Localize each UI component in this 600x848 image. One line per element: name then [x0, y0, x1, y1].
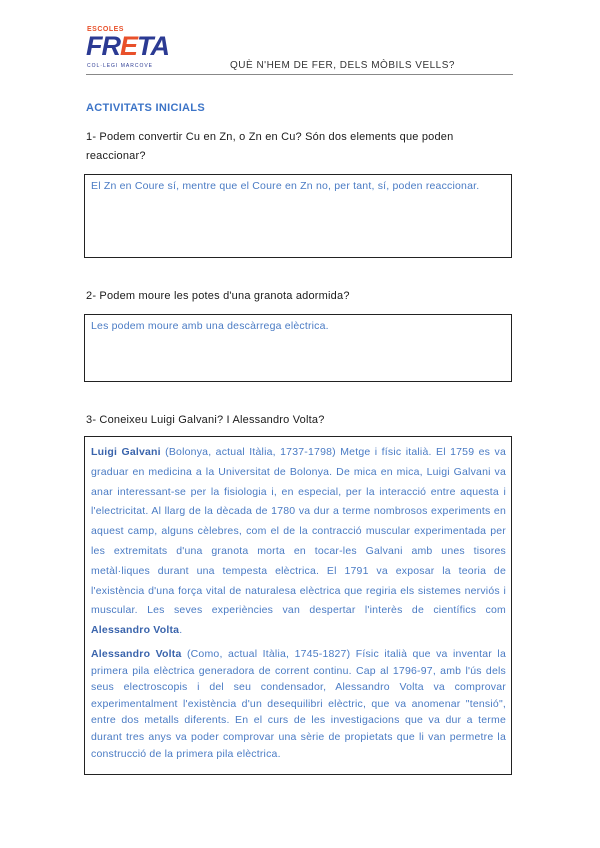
logo-main-accent: E [120, 31, 138, 61]
logo-main-right: TA [137, 31, 170, 61]
answer-2-text: Les podem moure amb una descàrrega elèctrica. [91, 320, 329, 332]
galvani-name: Luigi Galvani [91, 446, 161, 458]
logo-main-left: FR [86, 31, 120, 61]
galvani-text: (Bolonya, actual Itàlia, 1737-1798) Metge i físic italià. El 1759 es va graduar en medicina a la Universitat de Bolonya. De mica en mica, Luigi Galvani va anar interessant-se per la fisiologia i, en especial, per la interacció entre aquesta i l'electricitat. Al llarg de la dècada de 1780 va dur a terme nombrosos experiments en aquest camp, alguns cèlebres, com el de la contracció muscular experimentada per les extremitats d'una granota morta en tocar-les Galvani amb unes tisores metàl·liques durant una tempesta elèctrica. El 1791 va exposar la teoria de l'existència d'una força vital de naturalesa elèctrica que regiria els sistemes nerviós i muscular. Les seves experiències van despertar l'interès de científics com [91, 446, 506, 617]
galvani-end: . [179, 624, 183, 637]
galvani-volta-ref: Alessandro Volta [91, 624, 180, 637]
answer-box-1 [84, 174, 512, 258]
logo-main-text [86, 31, 169, 61]
volta-name: Alessandro Volta [91, 647, 182, 660]
document-header-title: QUÈ N'HEM DE FER, DELS MÒBILS VELLS? [230, 60, 455, 71]
school-logo [86, 26, 176, 72]
header-divider [86, 74, 513, 75]
galvani-paragraph [91, 443, 506, 641]
question-3: 3- Coneixeu Luigi Galvani? I Alessandro Volta? [86, 414, 325, 426]
volta-paragraph [91, 646, 506, 762]
answer-box-3 [84, 436, 512, 775]
section-title: ACTIVITATS INICIALS [86, 102, 205, 114]
answer-box-2 [84, 314, 512, 382]
volta-text: (Como, actual Itàlia, 1745-1827) Físic italià que va inventar la primera pila elèctrica generadora de corrent continu. Cap al 1796-97, amb l'ús dels seus electroscopis i del seu condensador, Alessandro Volta va comprovar experimentalment l'existència d'un desequilibri elèctric, que va anomenar "tensió", entre dos metalls diferents. En el curs de les investigacions que va dur a terme durant tres anys va poder comprovar una sèrie de propietats que li van permetre la construcció de la primera pila elèctrica. [91, 647, 506, 760]
answer-1-text: El Zn en Coure sí, mentre que el Coure en Zn no, per tant, sí, poden reaccionar. [91, 180, 480, 192]
question-1: 1- Podem convertir Cu en Zn, o Zn en Cu? Són dos elements que poden reaccionar? [86, 131, 454, 162]
logo-small-text: ESCOLES [87, 26, 124, 33]
logo-sub-text: COL·LEGI MARCOVE [87, 63, 154, 69]
question-2: 2- Podem moure les potes d'una granota adormida? [86, 290, 350, 302]
